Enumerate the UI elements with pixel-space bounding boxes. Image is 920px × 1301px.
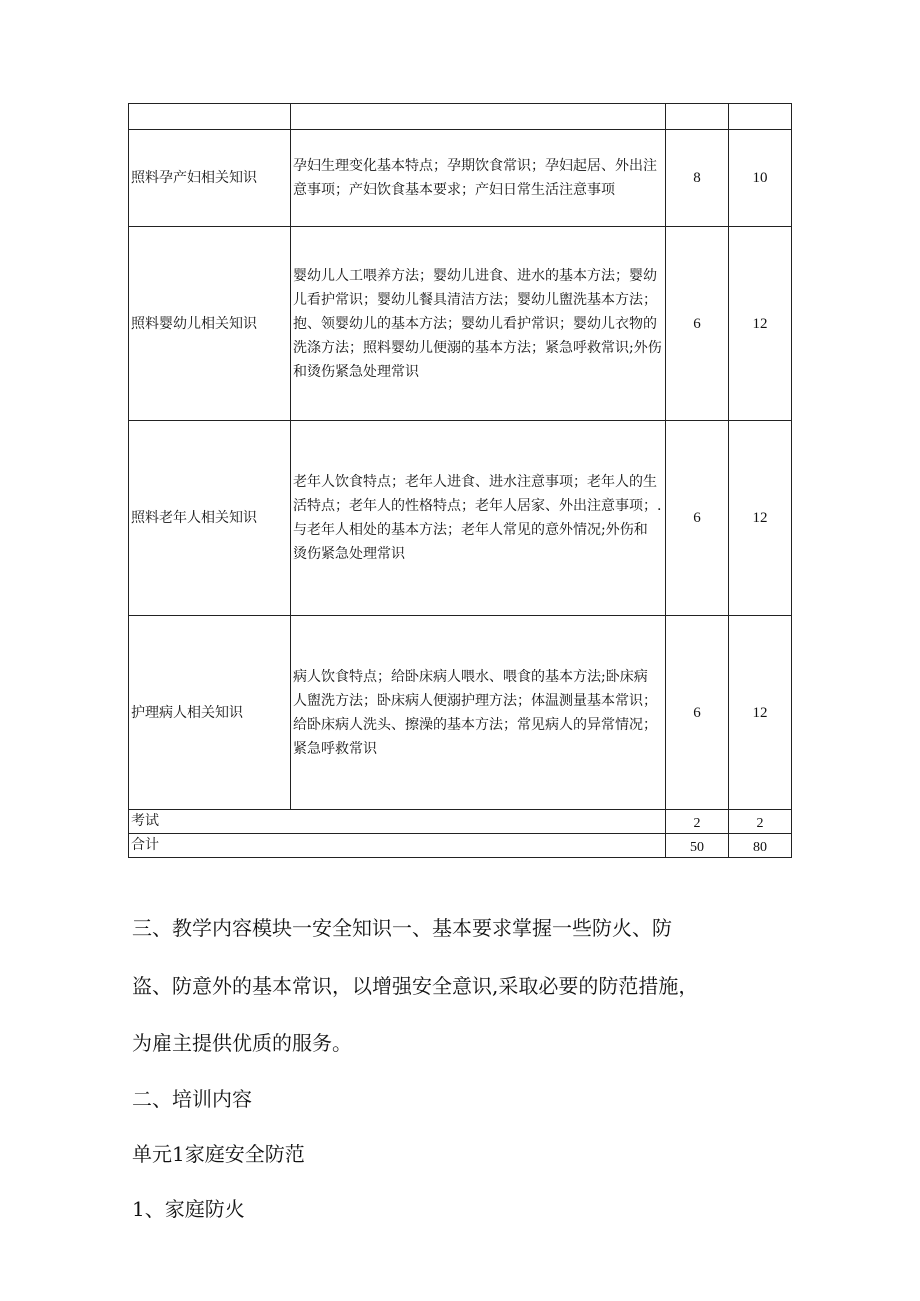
module-cell: 护理病人相关知识	[129, 616, 291, 810]
module-cell: 照料孕产妇相关知识	[129, 130, 291, 227]
content-cell: 老年人饮食特点；老年人进食、进水注意事项；老年人的生 活特点；老年人的性格特点；老年人居家、外出注意事项；. 与老年人相处的基本方法；老年人常见的意外情况;外伤和 烫伤紧急处理常识	[291, 421, 666, 616]
practice-hours-cell: 10	[729, 130, 792, 227]
total-practice-hours: 80	[729, 834, 792, 858]
exam-label: 考试	[129, 810, 666, 834]
theory-hours-cell: 6	[666, 616, 729, 810]
total-label: 合计	[129, 834, 666, 858]
table-row	[129, 130, 792, 227]
total-theory-hours: 50	[666, 834, 729, 858]
content-cell: 婴幼儿人工喂养方法；婴幼儿进食、进水的基本方法；婴幼 儿看护常识；婴幼儿餐具清洁方法；婴幼儿盥洗基本方法；抱、领婴幼儿的基本方法；婴幼儿看护常识；婴幼儿衣物的洗涤方法；照料婴幼儿便溺的基本方法；紧急呼救常识;外伤和烫伤紧急处理常识	[291, 227, 666, 421]
content-cell: 病人饮食特点；给卧床病人喂水、喂食的基本方法;卧床病 人盥洗方法；卧床病人便溺护理方法；体温测量基本常识； 给卧床病人洗头、擦澡的基本方法；常见病人的异常情况； 紧急呼救常识	[291, 616, 666, 810]
body-paragraph-line: 盗、防意外的基本常识，以增强安全意识,采取必要的防范措施，	[132, 974, 699, 998]
item-heading: 1、家庭防火	[132, 1197, 245, 1221]
exam-practice-hours: 2	[729, 810, 792, 834]
table-row	[129, 227, 792, 421]
practice-hours-cell	[729, 104, 792, 130]
course-hours-table	[128, 103, 792, 858]
table-row	[129, 616, 792, 810]
body-paragraph-line: 为雇主提供优质的服务。	[132, 1031, 352, 1055]
module-cell	[129, 104, 291, 130]
module-cell: 照料婴幼儿相关知识	[129, 227, 291, 421]
body-paragraph-line: 三、教学内容模块一安全知识一、基本要求掌握一些防火、防	[132, 916, 672, 940]
section-heading: 二、培训内容	[132, 1087, 252, 1111]
module-cell: 照料老年人相关知识	[129, 421, 291, 616]
table-row	[129, 104, 792, 130]
theory-hours-cell	[666, 104, 729, 130]
practice-hours-cell: 12	[729, 421, 792, 616]
content-cell	[291, 104, 666, 130]
practice-hours-cell: 12	[729, 616, 792, 810]
exam-row	[129, 810, 792, 834]
theory-hours-cell: 6	[666, 421, 729, 616]
unit-heading: 单元1家庭安全防范	[132, 1142, 305, 1166]
table-row	[129, 421, 792, 616]
theory-hours-cell: 6	[666, 227, 729, 421]
content-cell: 孕妇生理变化基本特点；孕期饮食常识；孕妇起居、外出注意事项；产妇饮食基本要求；产妇日常生活注意事项	[291, 130, 666, 227]
theory-hours-cell: 8	[666, 130, 729, 227]
exam-theory-hours: 2	[666, 810, 729, 834]
practice-hours-cell: 12	[729, 227, 792, 421]
total-row	[129, 834, 792, 858]
